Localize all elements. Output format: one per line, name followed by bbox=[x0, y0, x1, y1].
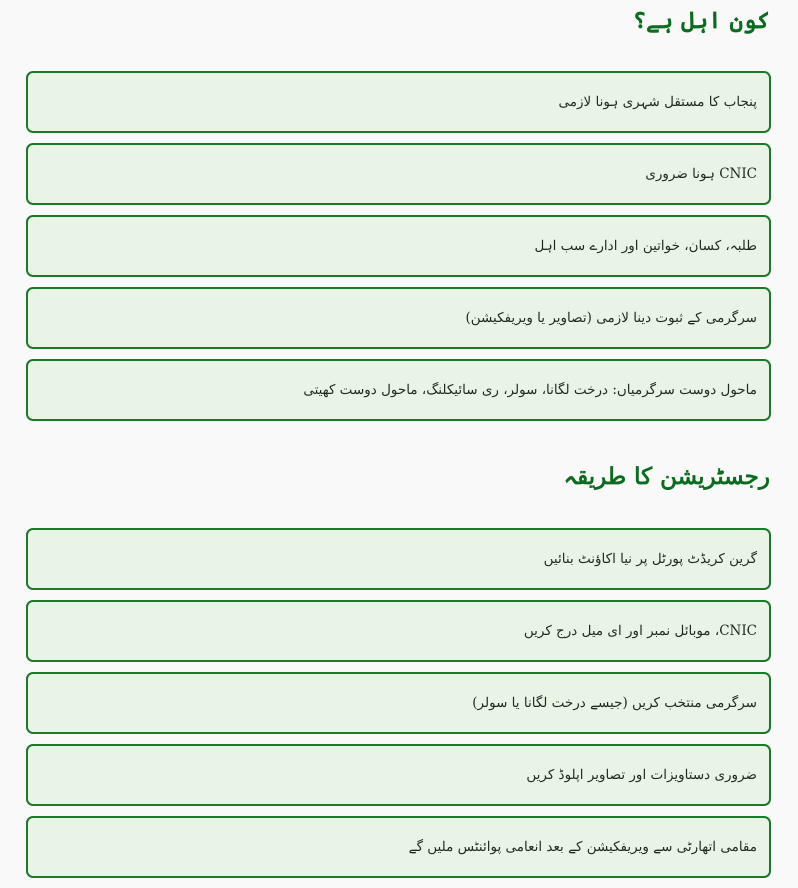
eligibility-item bbox=[26, 359, 771, 421]
registration-step bbox=[26, 744, 771, 806]
registration-steps-list bbox=[26, 528, 771, 888]
registration-step bbox=[26, 600, 771, 662]
eligibility-heading: کون اہل ہے؟ bbox=[632, 7, 770, 34]
registration-step-text: مقامی اتھارٹی سے ویریفکیشن کے بعد انعامی پوائنٹس ملیں گے bbox=[408, 839, 757, 855]
registration-step bbox=[26, 816, 771, 878]
registration-step bbox=[26, 528, 771, 590]
eligibility-item-text: CNIC ہونا ضروری bbox=[645, 166, 757, 182]
eligibility-item-text: پنجاب کا مستقل شہری ہونا لازمی bbox=[558, 94, 757, 110]
eligibility-item-text: طلبہ، کسان، خواتین اور ادارے سب اہل bbox=[534, 238, 757, 254]
eligibility-item-text: ماحول دوست سرگرمیاں: درخت لگانا، سولر، ری سائیکلنگ، ماحول دوست کھیتی bbox=[303, 382, 757, 398]
eligibility-item bbox=[26, 287, 771, 349]
registration-step-text: سرگرمی منتخب کریں (جیسے درخت لگانا یا سولر) bbox=[472, 695, 757, 711]
registration-step-text: گرین کریڈٹ پورٹل پر نیا اکاؤنٹ بنائیں bbox=[543, 551, 757, 567]
eligibility-item bbox=[26, 71, 771, 133]
eligibility-list bbox=[26, 71, 771, 431]
registration-step-text: ضروری دستاویزات اور تصاویر اپلوڈ کریں bbox=[526, 767, 757, 783]
registration-step bbox=[26, 672, 771, 734]
eligibility-item-text: سرگرمی کے ثبوت دینا لازمی (تصاویر یا ویریفکیشن) bbox=[465, 310, 757, 326]
registration-step-text: CNIC، موبائل نمبر اور ای میل درج کریں bbox=[523, 623, 757, 639]
registration-heading: رجسٹریشن کا طریقہ bbox=[563, 463, 770, 490]
eligibility-item bbox=[26, 215, 771, 277]
eligibility-item bbox=[26, 143, 771, 205]
